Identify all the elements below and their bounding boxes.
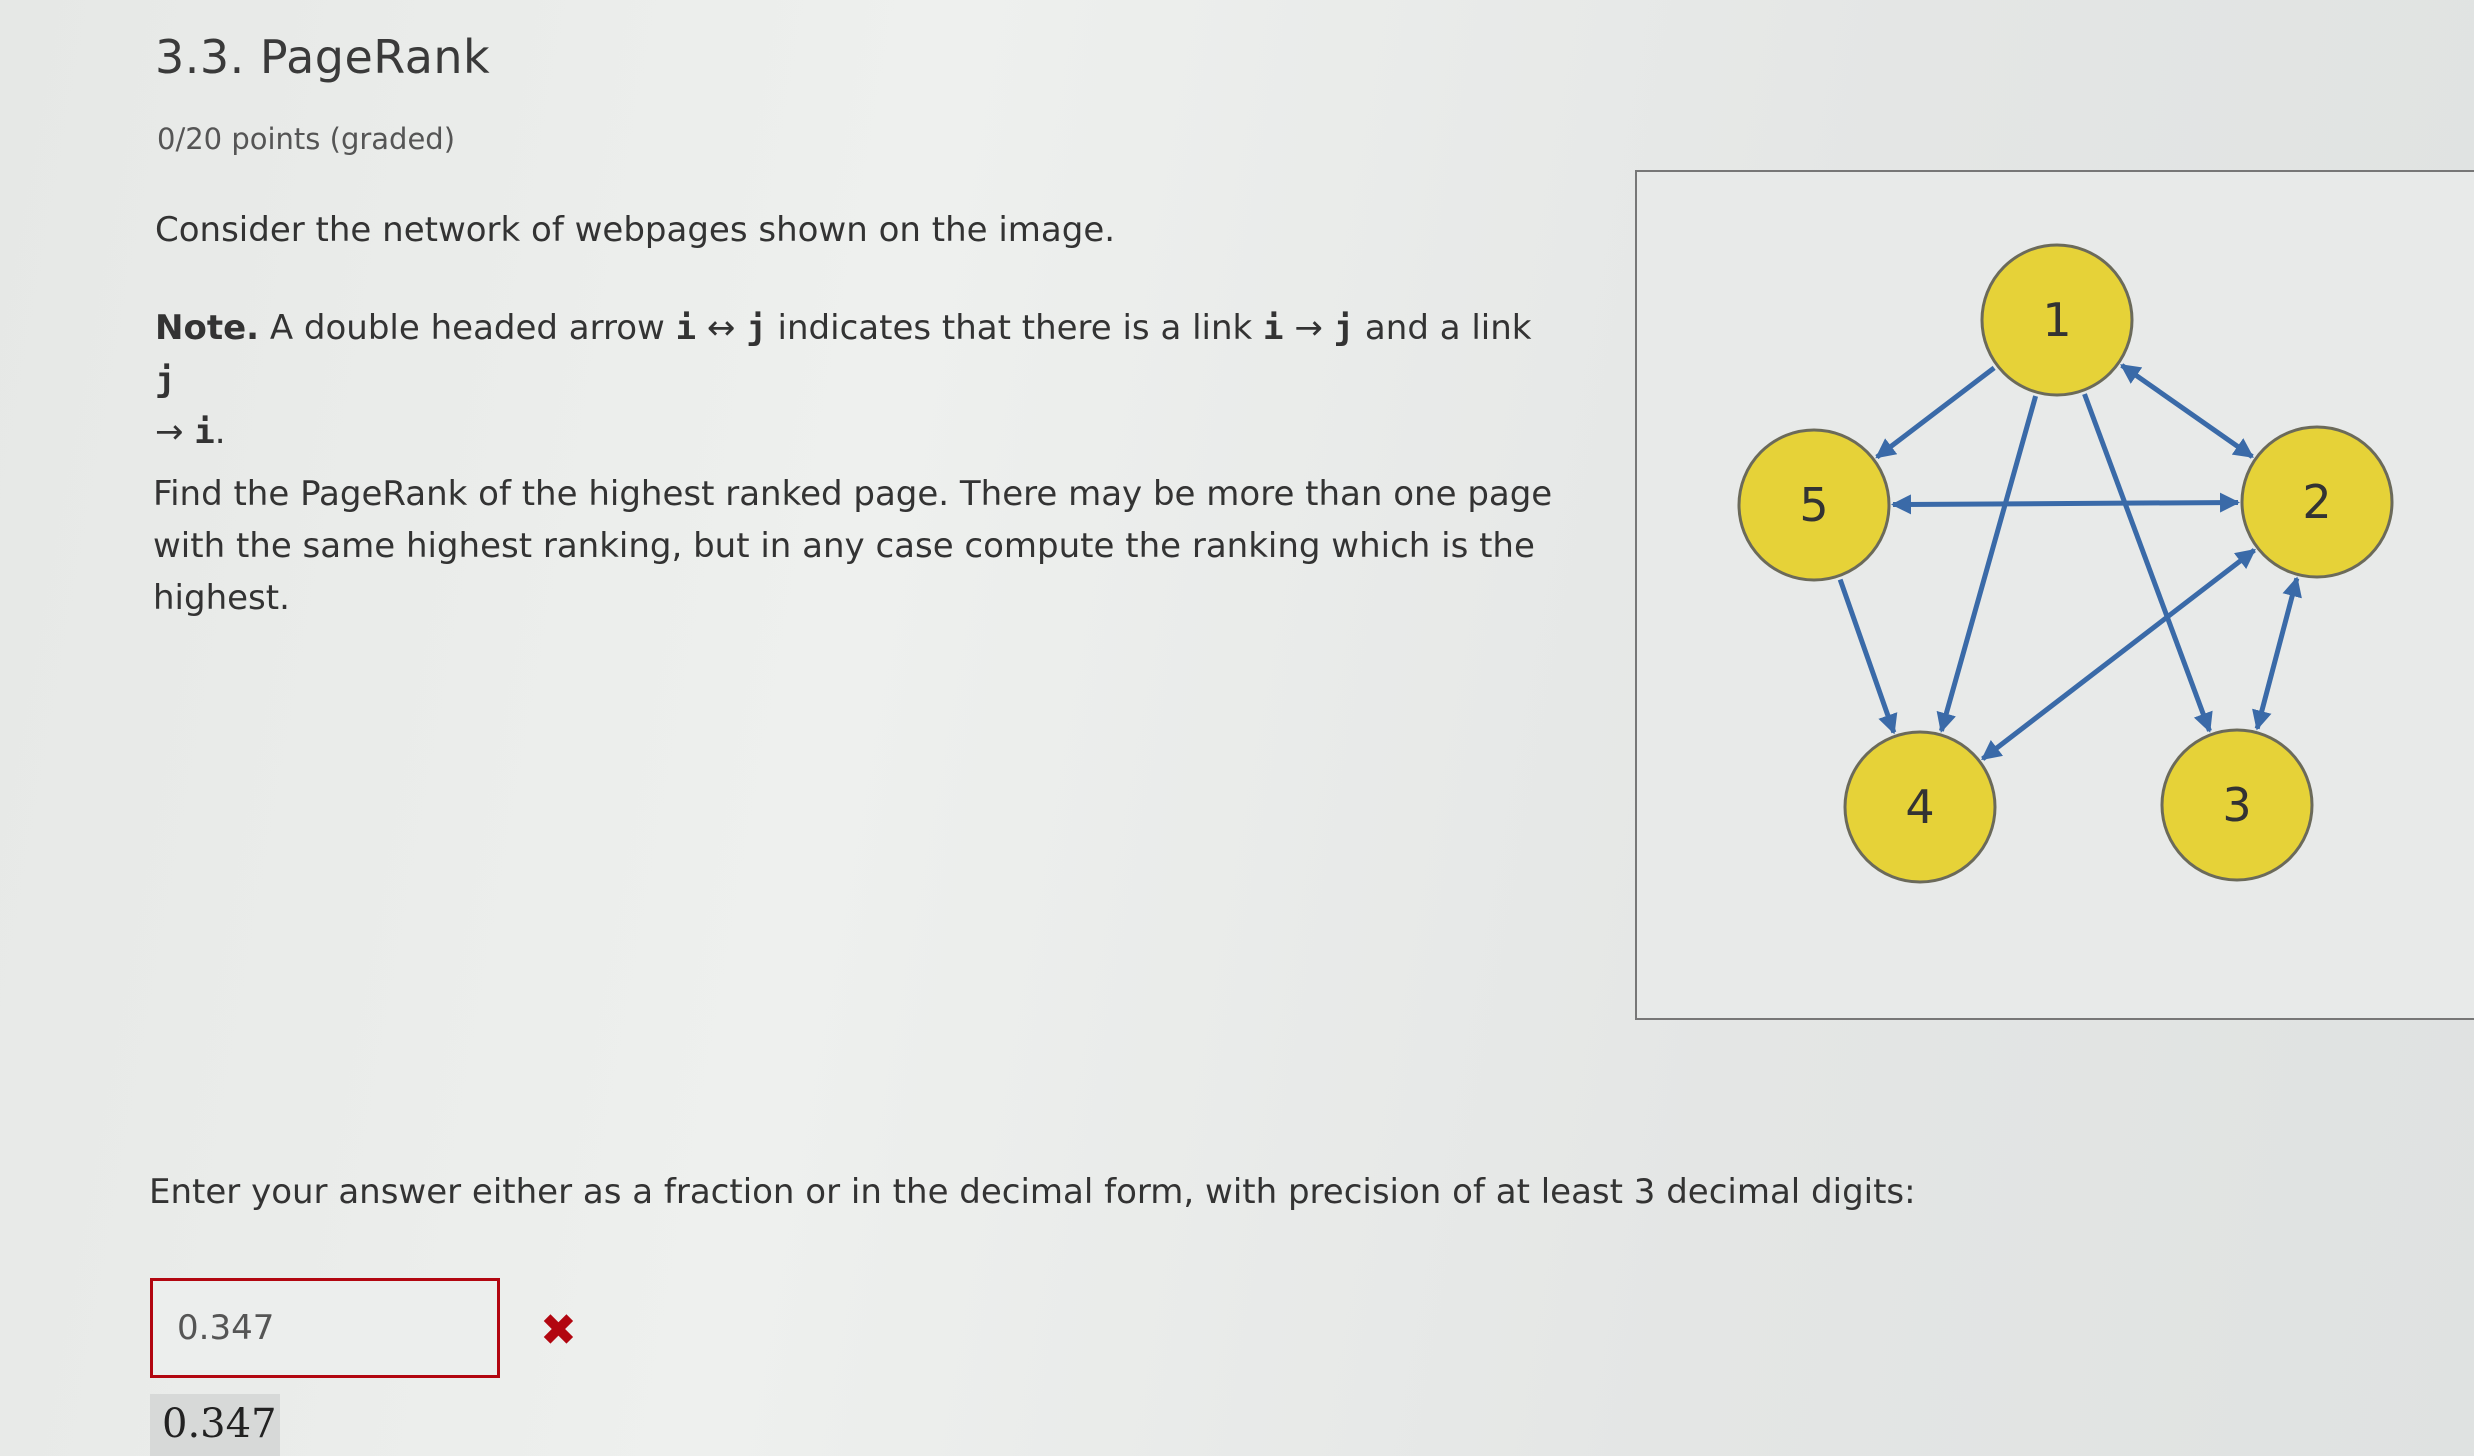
math-arrow: ↔ (696, 308, 747, 348)
task-text: Find the PageRank of the highest ranked page. There may be more than one page with the same highest ranking, but in any case compute the ranking which is the highest. (153, 474, 1553, 618)
network-graph (1637, 172, 2474, 1022)
note-text-part: A double headed arrow (259, 308, 676, 348)
note-text (155, 302, 1555, 458)
math-symbol: i (675, 308, 697, 348)
note-text-part: . (214, 412, 226, 452)
math-symbol: j (1333, 308, 1355, 348)
edge-4-2 (1983, 550, 2255, 759)
note-text-part: indicates that there is a link (766, 308, 1264, 348)
edge-1-5 (1877, 368, 1994, 457)
edge-1-2 (2122, 365, 2253, 456)
math-symbol: i (1263, 308, 1284, 348)
answer-input[interactable] (150, 1278, 500, 1378)
edge-1-4 (1941, 396, 2035, 731)
math-arrow: → (155, 412, 195, 452)
edge-1-3 (2084, 394, 2209, 731)
node-label-4: 4 (1905, 780, 1935, 834)
points-label: 0/20 points (graded) (157, 122, 456, 156)
answer-preview: 0.347 (150, 1394, 280, 1456)
node-label-5: 5 (1799, 478, 1829, 532)
node-label-3: 3 (2222, 778, 2252, 832)
network-figure (1635, 170, 2474, 1020)
edge-5-2 (1893, 502, 2238, 504)
edge-2-3 (2257, 578, 2297, 728)
intro-text: Consider the network of webpages shown on the image. (155, 210, 1116, 250)
node-label-1: 1 (2042, 293, 2072, 347)
math-symbol: i (194, 412, 215, 452)
note-label: Note. (155, 308, 260, 348)
math-symbol: j (155, 360, 176, 400)
math-arrow: → (1283, 308, 1334, 348)
node-label-2: 2 (2302, 475, 2332, 529)
problem-title: 3.3. PageRank (155, 30, 491, 84)
math-symbol: j (746, 308, 767, 348)
note-text-part: and a link (1354, 308, 1532, 348)
incorrect-icon: ✖ (540, 1305, 577, 1356)
edge-5-4 (1840, 580, 1894, 733)
answer-prompt: Enter your answer either as a fraction or in the decimal form, with precision of at least 3 decimal digits: (149, 1172, 1916, 1212)
